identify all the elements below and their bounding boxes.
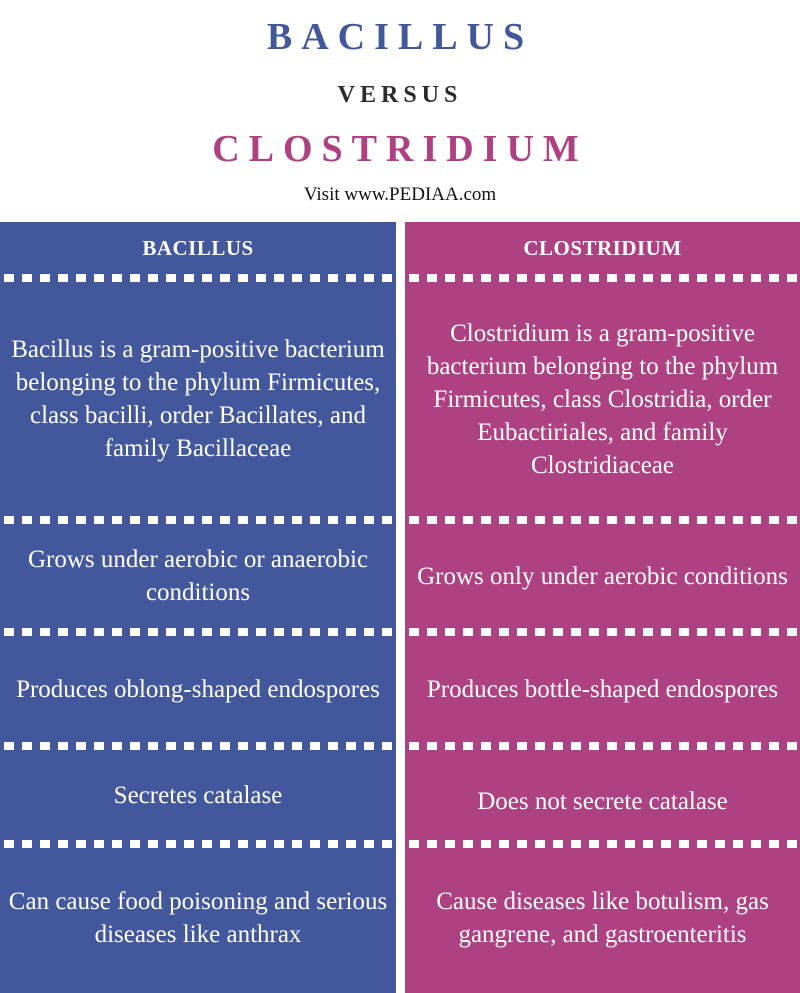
dotted-divider — [405, 628, 800, 636]
dotted-divider — [0, 742, 396, 750]
bacillus-catalase: Secretes catalase — [113, 781, 283, 809]
bacillus-title: BACILLUS — [266, 16, 534, 58]
dotted-divider — [405, 840, 800, 848]
bacillus-classification: Bacillus is a gram-positive bacterium belonging to the phylum Firmicutes, class bacilli, order Bacillates, and family Bacillaceae — [11, 336, 385, 462]
dotted-divider — [0, 516, 396, 524]
clostridium-column — [405, 222, 800, 993]
dotted-divider — [0, 274, 396, 282]
bacillus-column — [0, 222, 396, 993]
versus-label: VERSUS — [337, 82, 463, 108]
dotted-divider — [405, 516, 800, 524]
clostridium-classification: Clostridium is a gram-positive bacterium belonging to the phylum Firmicutes, class Clostridia, order Eubactiriales, and family Clostridiaceae — [426, 319, 779, 479]
bacillus-diseases: Can cause food poisoning and serious diseases like anthrax — [8, 888, 388, 948]
bacillus-endospores: Produces oblong-shaped endospores — [16, 675, 380, 703]
clostridium-growth-conditions: Grows only under aerobic conditions — [417, 562, 788, 590]
clostridium-endospores: Produces bottle-shaped endospores — [426, 675, 779, 703]
dotted-divider — [405, 274, 800, 282]
dotted-divider — [0, 628, 396, 636]
clostridium-diseases: Cause diseases like botulism, gas gangrene, and gastroenteritis — [436, 888, 769, 948]
bacillus-growth-conditions: Grows under aerobic or anaerobic conditions — [27, 546, 369, 606]
clostridium-title: CLOSTRIDIUM — [212, 128, 588, 170]
infographic-header — [0, 0, 800, 222]
clostridium-catalase: Does not secrete catalase — [477, 787, 728, 815]
dotted-divider — [0, 840, 396, 848]
clostridium-column-header: CLOSTRIDIUM — [523, 236, 682, 260]
bacillus-column-header: BACILLUS — [142, 236, 254, 260]
source-credit: Visit www.PEDIAA.com — [303, 184, 497, 205]
dotted-divider — [405, 742, 800, 750]
